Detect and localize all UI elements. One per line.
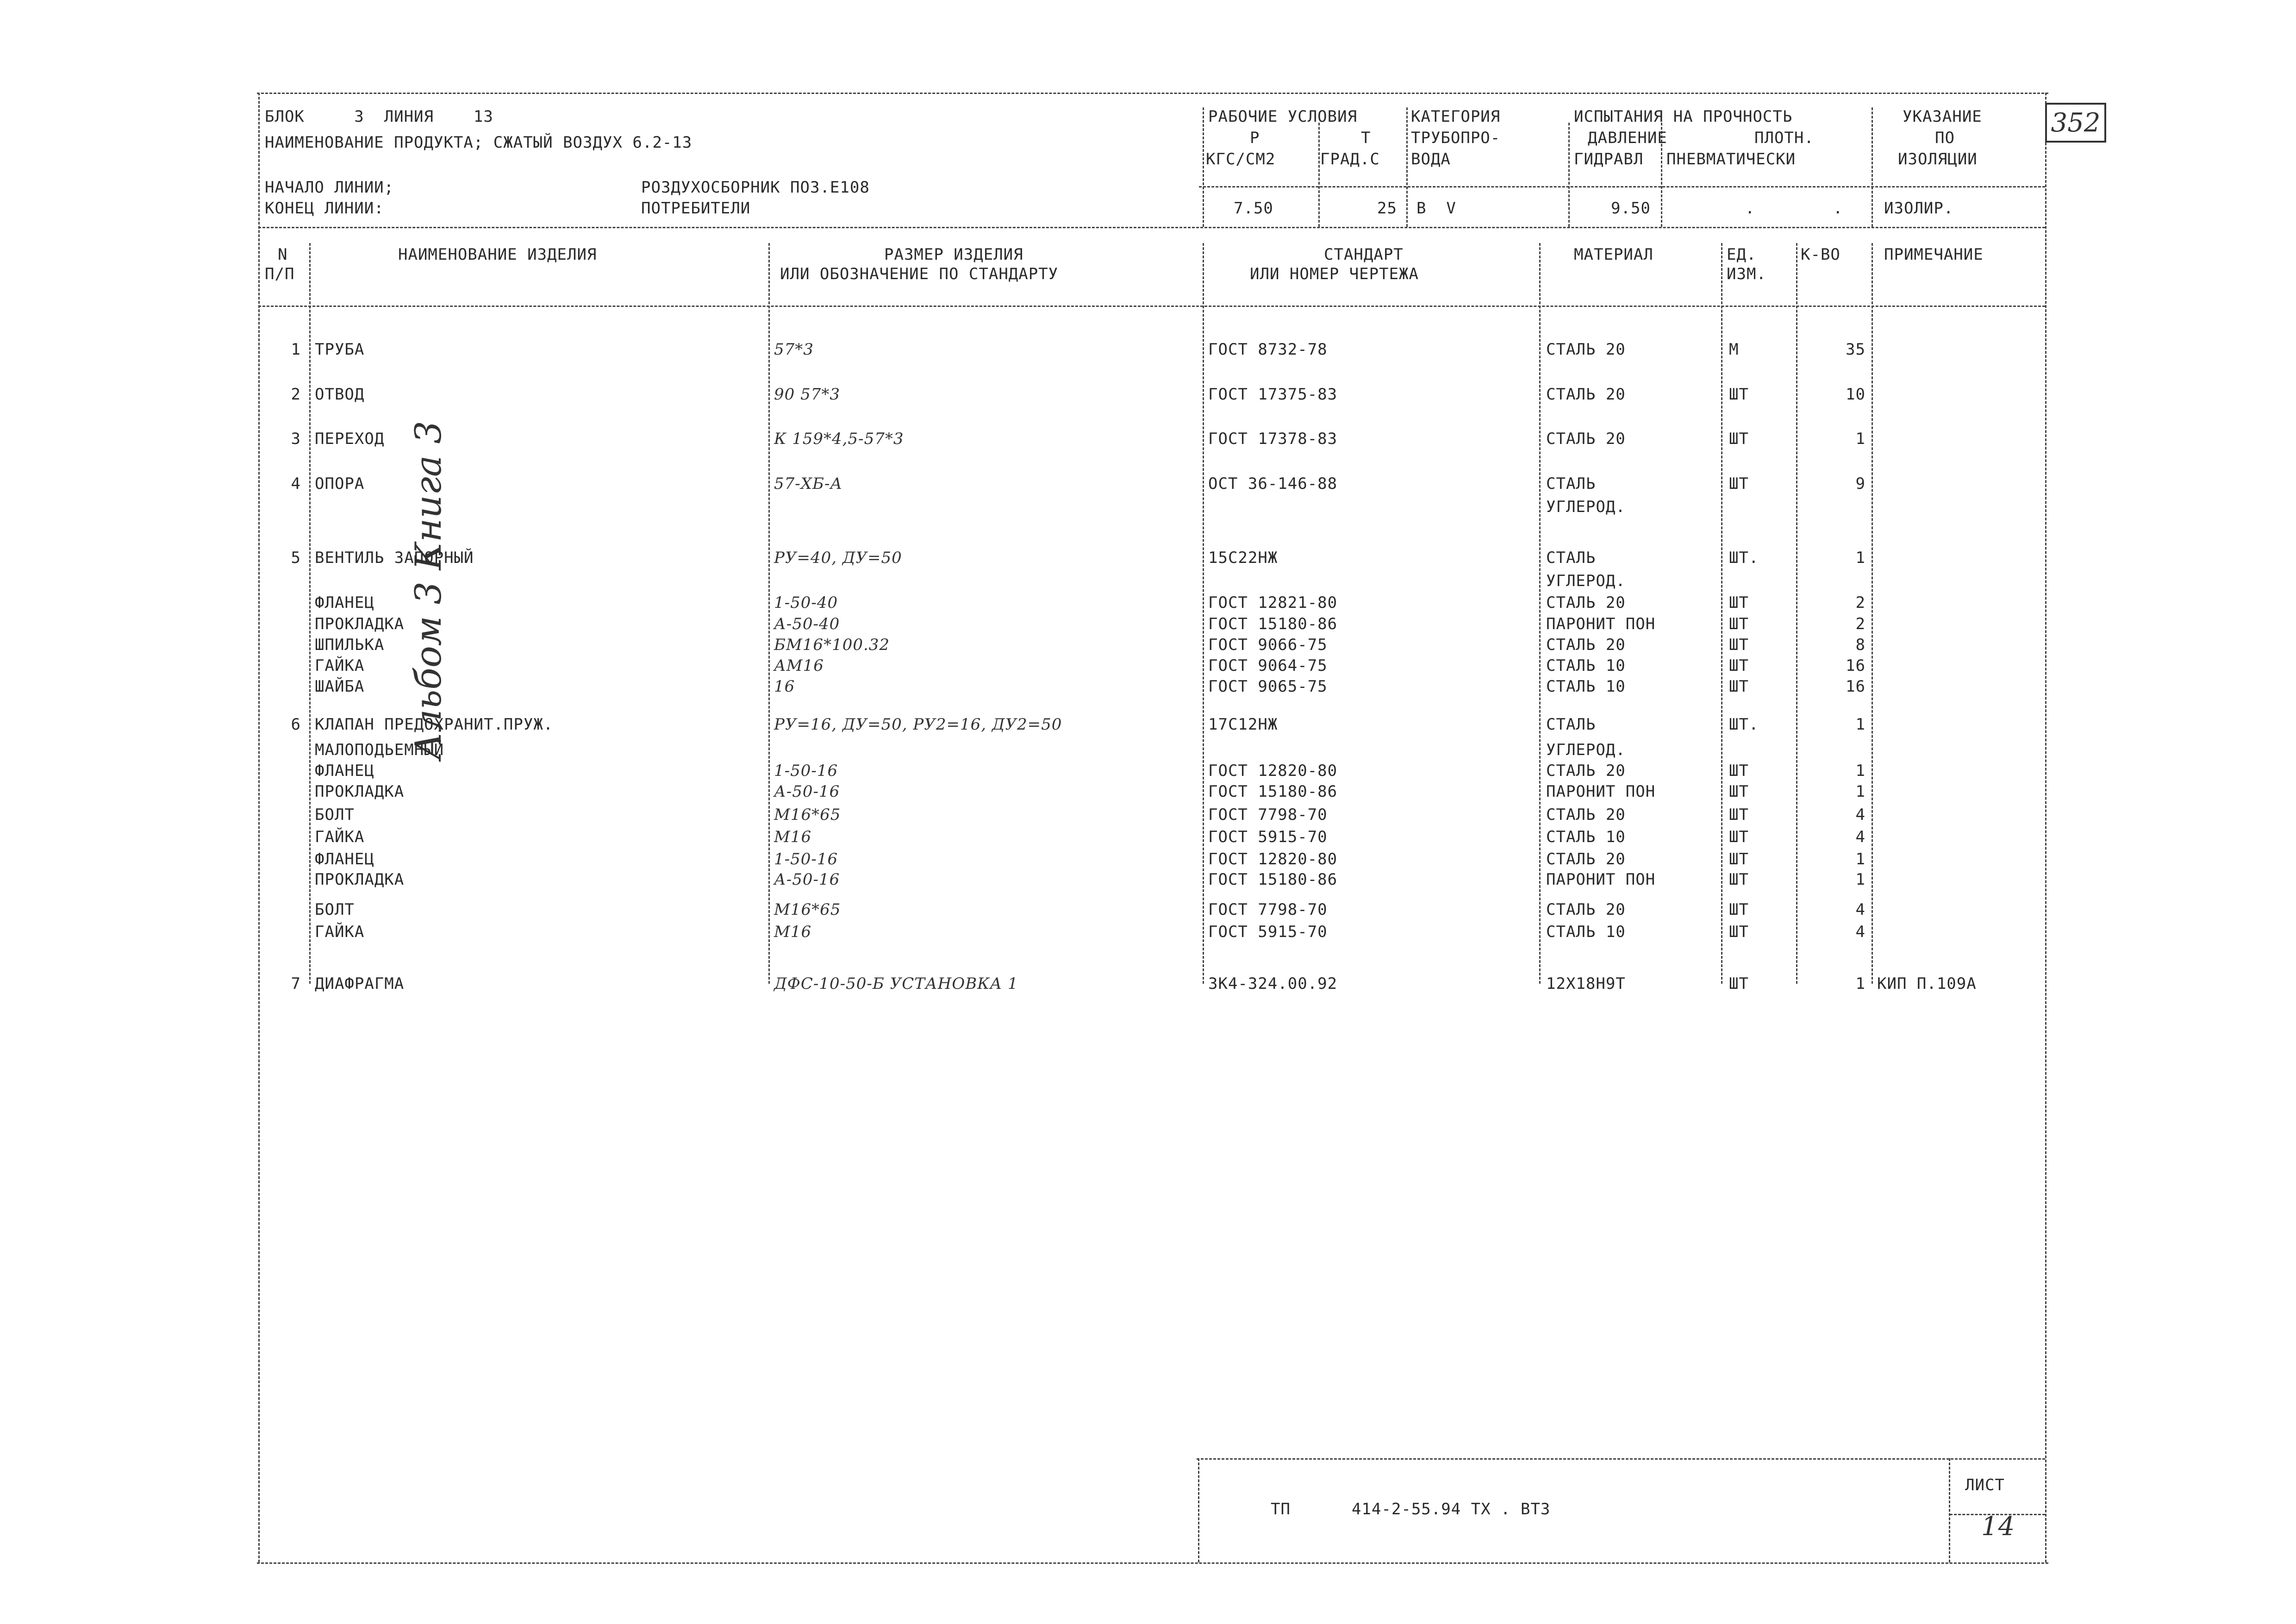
col-note-header: ПРИМЕЧАНИЕ <box>1884 245 1984 264</box>
row-number: 7 <box>291 974 301 993</box>
item-qty: 1 <box>1855 782 1866 801</box>
item-name: ПРОКЛАДКА <box>315 870 405 889</box>
item-material: СТАЛЬ <box>1546 715 1596 734</box>
item-size: 1-50-16 <box>774 762 838 780</box>
item-unit: ШТ <box>1729 762 1749 780</box>
strength-test-label: ИСПЫТАНИЯ НА ПРОЧНОСТЬ <box>1574 107 1793 126</box>
item-name: БОЛТ <box>315 900 355 919</box>
item-standard: ГОСТ 8732-78 <box>1208 340 1328 359</box>
insulation-label-2: ПО <box>1935 129 1955 147</box>
item-material: 12Х18Н9Т <box>1546 974 1626 993</box>
item-standard: ГОСТ 12821-80 <box>1208 593 1338 612</box>
item-size: А-50-16 <box>774 782 840 801</box>
item-qty: 4 <box>1855 806 1866 824</box>
col-num-2: П/П <box>265 265 295 283</box>
col-div-unit <box>1796 243 1797 984</box>
row-number: 2 <box>291 385 301 404</box>
col-div-name <box>768 243 770 984</box>
item-material: ПАРОНИТ ПОН <box>1546 615 1656 633</box>
item-size: 16 <box>774 677 795 696</box>
item-size: К 159*4,5-57*3 <box>774 430 904 448</box>
column-header-line <box>258 306 2045 307</box>
insulation-value: ИЗОЛИР. <box>1884 199 1954 218</box>
item-name: ПЕРЕХОД <box>315 430 385 448</box>
block-line-text: БЛОК 3 ЛИНИЯ 13 <box>265 107 493 126</box>
frame-bottom-line <box>257 1562 2048 1564</box>
pneumatic-label: ПНЕВМАТИЧЕСКИ <box>1666 150 1796 169</box>
line-start-value: РОЗДУХОСБОРНИК ПОЗ.Е108 <box>641 178 870 197</box>
item-qty: 4 <box>1855 828 1866 846</box>
category-value: В V <box>1416 199 1456 218</box>
item-material: СТАЛЬ 20 <box>1546 636 1626 654</box>
category-label-1: КАТЕГОРИЯ <box>1411 107 1501 126</box>
hydraulic-label: ГИДРАВЛ <box>1574 150 1644 169</box>
item-size: АМ16 <box>774 656 824 675</box>
item-material: СТАЛЬ 10 <box>1546 828 1626 846</box>
item-unit: ШТ <box>1729 656 1749 675</box>
item-name: ФЛАНЕЦ <box>315 593 374 612</box>
category-label-2: ТРУБОПРО- <box>1411 129 1501 147</box>
product-name: НАИМЕНОВАНИЕ ПРОДУКТА; СЖАТЫЙ ВОЗДУХ 6.2-13 <box>265 133 693 152</box>
item-name: ТРУБА <box>315 340 365 359</box>
item-unit: ШТ <box>1729 475 1749 493</box>
hdr-div-3 <box>1406 107 1408 227</box>
item-unit: ШТ <box>1729 923 1749 941</box>
item-material: СТАЛЬ 10 <box>1546 923 1626 941</box>
row-number: 4 <box>291 475 301 493</box>
col-material-header: МАТЕРИАЛ <box>1574 245 1653 264</box>
item-size: М16 <box>774 923 812 941</box>
col-div-mat <box>1721 243 1722 984</box>
line-end-label: КОНЕЦ ЛИНИИ: <box>265 199 384 218</box>
category-label-3: ВОДА <box>1411 150 1451 169</box>
item-unit: ШТ <box>1729 806 1749 824</box>
item-qty: 4 <box>1855 900 1866 919</box>
item-unit: ШТ <box>1729 828 1749 846</box>
item-qty: 10 <box>1846 385 1866 404</box>
item-size: 90 57*3 <box>774 385 840 404</box>
hdr-div-1 <box>1203 107 1204 227</box>
working-conditions-label: РАБОЧИЕ УСЛОВИЯ <box>1208 107 1358 126</box>
item-unit: ШТ <box>1729 850 1749 868</box>
frame-right-line <box>2045 93 2046 1562</box>
item-name: ГАЙКА <box>315 828 365 846</box>
item-material: СТАЛЬ 20 <box>1546 340 1626 359</box>
item-size: А-50-16 <box>774 870 840 889</box>
pressure-value: 7.50 <box>1234 199 1273 218</box>
col-std-header-1: СТАНДАРТ <box>1324 245 1404 264</box>
item-size: А-50-40 <box>774 615 840 633</box>
item-qty: 16 <box>1846 656 1866 675</box>
line-start-label: НАЧАЛО ЛИНИИ; <box>265 178 394 197</box>
item-material: УГЛЕРОД. <box>1546 572 1626 590</box>
col-size-header-1: РАЗМЕР ИЗДЕЛИЯ <box>884 245 1023 264</box>
insulation-label-3: ИЗОЛЯЦИИ <box>1898 150 1978 169</box>
item-size: БМ16*100.32 <box>774 636 890 654</box>
item-qty: 1 <box>1855 850 1866 868</box>
item-material: УГЛЕРОД. <box>1546 498 1626 516</box>
item-name: ШПИЛЬКА <box>315 636 385 654</box>
item-name: МАЛОПОДЬЕМНЫЙ <box>315 741 444 759</box>
row-number: 5 <box>291 549 301 567</box>
item-name: КЛАПАН ПРЕДОХРАНИТ.ПРУЖ. <box>315 715 554 734</box>
item-unit: ШТ <box>1729 615 1749 633</box>
item-standard: ГОСТ 9066-75 <box>1208 636 1328 654</box>
t-unit: ГРАД.С <box>1320 150 1380 169</box>
item-name: ШАЙБА <box>315 677 365 696</box>
item-material: СТАЛЬ <box>1546 475 1596 493</box>
insulation-label-1: УКАЗАНИЕ <box>1903 107 1982 126</box>
temperature-value: 25 <box>1377 199 1397 218</box>
item-qty: 16 <box>1846 677 1866 696</box>
item-material: ПАРОНИТ ПОН <box>1546 782 1656 801</box>
col-unit-header-2: ИЗМ. <box>1727 265 1766 283</box>
pressure-label: ДАВЛЕНИЕ <box>1588 129 1667 147</box>
frame-left-line <box>258 93 260 1562</box>
item-size: 57*3 <box>774 340 814 359</box>
row-number: 1 <box>291 340 301 359</box>
title-block-left-line <box>1198 1458 1199 1562</box>
item-qty: 1 <box>1855 549 1866 567</box>
sheet-label: ЛИСТ <box>1965 1476 2005 1494</box>
hdr-div-6 <box>1872 107 1873 227</box>
item-size: РУ=16, ДУ=50, РУ2=16, ДУ2=50 <box>774 715 1062 734</box>
item-standard: 3К4-324.00.92 <box>1208 974 1338 993</box>
item-unit: ШТ <box>1729 782 1749 801</box>
row-number: 3 <box>291 430 301 448</box>
item-material: ПАРОНИТ ПОН <box>1546 870 1656 889</box>
item-material: СТАЛЬ 10 <box>1546 656 1626 675</box>
item-qty: 8 <box>1855 636 1866 654</box>
item-standard: ГОСТ 17375-83 <box>1208 385 1338 404</box>
item-material: СТАЛЬ <box>1546 549 1596 567</box>
item-size: М16*65 <box>774 806 841 824</box>
dot-value-2: . <box>1833 199 1843 218</box>
hdr-div-2 <box>1318 123 1320 227</box>
item-note: КИП П.109А <box>1877 974 1977 993</box>
hydraulic-value: 9.50 <box>1611 199 1651 218</box>
item-standard: ГОСТ 9065-75 <box>1208 677 1328 696</box>
item-standard: ГОСТ 5915-70 <box>1208 828 1328 846</box>
p-label: Р <box>1250 129 1260 147</box>
item-size: 1-50-16 <box>774 850 838 868</box>
item-qty: 1 <box>1855 870 1866 889</box>
item-name: ВЕНТИЛЬ ЗАПОРНЫЙ <box>315 549 474 567</box>
col-size-header-2: ИЛИ ОБОЗНАЧЕНИЕ ПО СТАНДАРТУ <box>780 265 1059 283</box>
col-div-num <box>309 243 311 984</box>
row-number: 6 <box>291 715 301 734</box>
item-size: М16 <box>774 828 812 846</box>
album-handwritten-note: Альбом 3 Книга 3 <box>407 421 449 760</box>
header-mid-line <box>1199 186 2045 187</box>
drawing-code: 414-2-55.94 ТХ . ВТ3 <box>1352 1500 1551 1518</box>
item-standard: ГОСТ 12820-80 <box>1208 762 1338 780</box>
item-size: 57-ХБ-А <box>774 475 843 493</box>
item-standard: ГОСТ 17378-83 <box>1208 430 1338 448</box>
col-unit-header-1: ЕД. <box>1727 245 1757 264</box>
p-unit: КГС/СМ2 <box>1206 150 1276 169</box>
item-unit: М <box>1729 340 1739 359</box>
col-div-qty <box>1872 243 1873 984</box>
item-name: ГАЙКА <box>315 656 365 675</box>
item-material: СТАЛЬ 10 <box>1546 677 1626 696</box>
col-name-header: НАИМЕНОВАНИЕ ИЗДЕЛИЯ <box>398 245 597 264</box>
item-name: ПРОКЛАДКА <box>315 782 405 801</box>
item-standard: ГОСТ 15180-86 <box>1208 782 1338 801</box>
item-material: СТАЛЬ 20 <box>1546 385 1626 404</box>
item-standard: ГОСТ 12820-80 <box>1208 850 1338 868</box>
item-unit: ШТ <box>1729 974 1749 993</box>
item-material: СТАЛЬ 20 <box>1546 850 1626 868</box>
item-standard: ОСТ 36-146-88 <box>1208 475 1338 493</box>
col-num-1: N <box>278 245 288 264</box>
item-standard: ГОСТ 5915-70 <box>1208 923 1328 941</box>
item-qty: 1 <box>1855 715 1866 734</box>
item-material: СТАЛЬ 20 <box>1546 593 1626 612</box>
item-qty: 9 <box>1855 475 1866 493</box>
item-size: М16*65 <box>774 900 841 919</box>
page-number-box: 352 <box>2045 103 2106 143</box>
item-unit: ШТ <box>1729 636 1749 654</box>
item-unit: ШТ. <box>1729 549 1759 567</box>
item-material: СТАЛЬ 20 <box>1546 900 1626 919</box>
item-name: ФЛАНЕЦ <box>315 850 374 868</box>
item-standard: ГОСТ 15180-86 <box>1208 870 1338 889</box>
item-qty: 1 <box>1855 974 1866 993</box>
item-unit: ШТ <box>1729 900 1749 919</box>
item-size: ДФС-10-50-Б УСТАНОВКА 1 <box>774 974 1018 993</box>
dot-value-1: . <box>1745 199 1755 218</box>
item-standard: 15С22НЖ <box>1208 549 1278 567</box>
item-name: ПРОКЛАДКА <box>315 615 405 633</box>
item-size: 1-50-40 <box>774 593 838 612</box>
title-block-label: ТП <box>1271 1500 1291 1518</box>
line-end-value: ПОТРЕБИТЕЛИ <box>641 199 751 218</box>
item-qty: 1 <box>1855 762 1866 780</box>
item-name: ДИАФРАГМА <box>315 974 405 993</box>
item-material: УГЛЕРОД. <box>1546 741 1626 759</box>
sheet-number: 14 <box>1981 1512 2015 1542</box>
item-qty: 2 <box>1855 593 1866 612</box>
item-name: БОЛТ <box>315 806 355 824</box>
item-unit: ШТ <box>1729 677 1749 696</box>
item-size: РУ=40, ДУ=50 <box>774 549 902 567</box>
item-unit: ШТ <box>1729 430 1749 448</box>
col-qty-header: К-ВО <box>1801 245 1841 264</box>
hdr-div-4 <box>1568 123 1570 227</box>
item-unit: ШТ <box>1729 593 1749 612</box>
title-block-sheet-divider <box>1949 1458 1950 1562</box>
item-name: ОТВОД <box>315 385 365 404</box>
item-unit: ШТ <box>1729 385 1749 404</box>
item-standard: ГОСТ 7798-70 <box>1208 900 1328 919</box>
item-qty: 4 <box>1855 923 1866 941</box>
item-standard: ГОСТ 9064-75 <box>1208 656 1328 675</box>
item-material: СТАЛЬ 20 <box>1546 762 1626 780</box>
item-qty: 35 <box>1846 340 1866 359</box>
item-standard: ГОСТ 15180-86 <box>1208 615 1338 633</box>
item-qty: 1 <box>1855 430 1866 448</box>
item-qty: 2 <box>1855 615 1866 633</box>
header-bottom-line <box>258 227 2045 228</box>
item-material: СТАЛЬ 20 <box>1546 430 1626 448</box>
col-div-std <box>1539 243 1541 984</box>
item-name: ОПОРА <box>315 475 365 493</box>
t-label: Т <box>1361 129 1371 147</box>
item-name: ФЛАНЕЦ <box>315 762 374 780</box>
item-standard: ГОСТ 7798-70 <box>1208 806 1328 824</box>
item-unit: ШТ. <box>1729 715 1759 734</box>
col-std-header-2: ИЛИ НОМЕР ЧЕРТЕЖА <box>1250 265 1419 283</box>
col-div-size <box>1203 243 1204 984</box>
item-standard: 17С12НЖ <box>1208 715 1278 734</box>
item-unit: ШТ <box>1729 870 1749 889</box>
frame-top-line <box>257 93 2048 94</box>
item-name: ГАЙКА <box>315 923 365 941</box>
item-material: СТАЛЬ 20 <box>1546 806 1626 824</box>
density-label: ПЛОТН. <box>1754 129 1814 147</box>
title-block-top-line <box>1197 1458 2045 1460</box>
